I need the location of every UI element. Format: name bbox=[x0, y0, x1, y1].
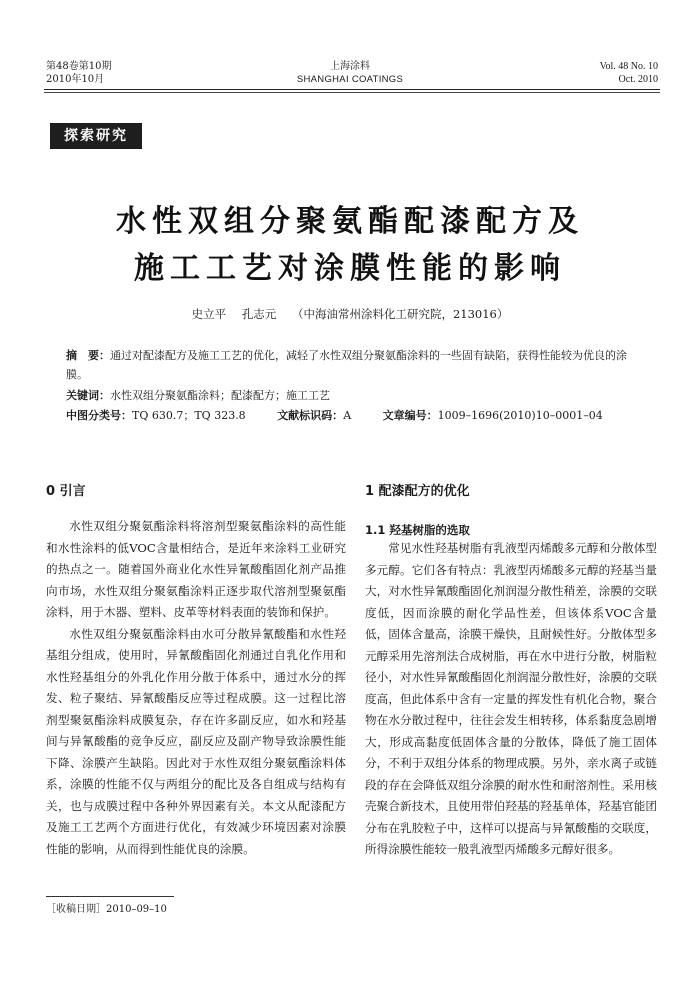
volume-issue-en: Vol. 48 No. 10 bbox=[599, 61, 658, 72]
footnote-divider bbox=[46, 896, 174, 897]
header-divider-thin bbox=[44, 92, 660, 93]
article-number bbox=[383, 409, 617, 422]
publish-date: 2010年10月 bbox=[46, 74, 105, 85]
right-column-body bbox=[365, 538, 657, 861]
paragraph: 水性双组分聚氨酯涂料将溶剂型聚氨酯涂料的高性能和水性涂料的低VOC含量相结合，是近年来涂料工业研究的热点之一。随着国外商业化水性异氰酸酯固化剂产品推向市场，水性双组分聚氨酯涂料正逐步取代溶剂型聚氨酯涂料，用于木器、塑料、皮革等材料表面的装饰和保护。 bbox=[46, 519, 346, 619]
clc-value: TQ 630.7；TQ 323.8 bbox=[132, 409, 246, 422]
article-number-label: 文章编号： bbox=[382, 409, 438, 422]
paragraph: 常见水性羟基树脂有乳液型丙烯酸多元醇和分散体型多元醇。它们各有特点：乳液型丙烯酸多元醇的羟基当量大，对水性异氰酸酯固化剂润湿分散性稍差，涂膜的交联度低，因而涂膜的耐化学品性差，但该体系VOC含量低，固体含量高，涂膜干燥快，且耐候性好。分散体型多元醇采用先溶剂法合成树脂，再在水中进行分散，树脂粒径小，对水性异氰酸酯固化剂润湿分散性好，涂膜的交联度高，但此体系中含有一定量的挥发性有机化合物，聚合物在水分散过程中，往往会发生相转移，体系黏度急剧增大，形成高黏度低固体含量的分散体，降低了施工固体分，不利于双组分体系的物理成膜。另外，亲水离子或链段的存在会降低双组分涂膜的耐水性和耐溶剂性。采用核壳聚合新技术，且使用带伯羟基的羟基单体，羟基官能团分布在乳胶粒子中，这样可以提高与异氰酸酯的交联度，所得涂膜性能较一般乳液型丙烯酸多元醇好很多。 bbox=[365, 541, 657, 856]
article-title-line2: 施工工艺对涂膜性能的影响 bbox=[134, 251, 566, 286]
section-heading-formulation: 1 配漆配方的优化 bbox=[365, 484, 470, 499]
publish-date-en: Oct. 2010 bbox=[618, 74, 658, 85]
author-name: 史立平 bbox=[191, 307, 227, 321]
section-heading-introduction: 0 引言 bbox=[46, 484, 86, 499]
author-name: 孔志元 bbox=[241, 307, 277, 321]
journal-name-en: SHANGHAI COATINGS bbox=[296, 74, 404, 85]
section-badge: 探索研究 bbox=[50, 123, 142, 149]
document-code bbox=[277, 409, 365, 422]
keywords-label: 关键词： bbox=[66, 389, 110, 402]
author-line bbox=[0, 306, 700, 322]
journal-name bbox=[0, 60, 700, 86]
classification-info bbox=[66, 406, 636, 425]
article-number-value: 1009–1696(2010)10–0001–04 bbox=[437, 409, 603, 422]
abstract-label: 摘 要： bbox=[66, 349, 110, 362]
abstract-text: 通过对配漆配方及施工工艺的优化，减轻了水性双组分聚氨酯涂料的一些固有缺陷，获得性能较为优良的涂膜。 bbox=[66, 349, 627, 381]
paragraph: 水性双组分聚氨酯涂料由水可分散异氰酸酯和水性羟基组分组成，使用时，异氰酸酯固化剂通过自乳化作用和水性羟基组分的外乳化作用分散于体系中，通过水分的挥发、粒子聚结、异氰酸酯反应等过程成膜。这一过程比溶剂型聚氨酯涂料成膜复杂，存在许多副反应，如水和羟基间与异氰酸酯的竞争反应，副反应及副产物导致涂膜性能下降、涂膜产生缺陷。因此对于水性双组分聚氨酯涂料体系，涂膜的性能不仅与两组分的配比及各自组成与结构有关，也与成膜过程中各种外界因素有关。本文从配漆配方及施工工艺两个方面进行优化，有效减少环境因素对涂膜性能的影响，从而得到性能优良的涂膜。 bbox=[46, 626, 346, 856]
clc-code bbox=[66, 409, 260, 422]
document-code-label: 文献标识码： bbox=[277, 409, 344, 422]
author-affiliation: （中海油常州涂料化工研究院，213016） bbox=[291, 307, 509, 321]
keywords-text: 水性双组分聚氨酯涂料；配漆配方；施工工艺 bbox=[110, 389, 330, 402]
journal-name-cn: 上海涂料 bbox=[330, 61, 370, 72]
header-divider bbox=[44, 89, 660, 90]
received-date-footnote: ［收稿日期］2010–09–10 bbox=[46, 904, 167, 915]
volume-issue: 第48卷第10期 bbox=[46, 61, 112, 72]
article-title-line1: 水性双组分聚氨酯配漆配方及 bbox=[116, 204, 584, 239]
journal-volume-info-en bbox=[600, 60, 658, 86]
clc-label: 中图分类号： bbox=[66, 409, 132, 422]
keywords bbox=[66, 386, 636, 405]
subsection-heading-resin: 1.1 羟基树脂的选取 bbox=[365, 523, 470, 537]
document-code-value: A bbox=[343, 409, 352, 422]
left-column-body bbox=[46, 516, 346, 860]
abstract bbox=[66, 346, 636, 384]
